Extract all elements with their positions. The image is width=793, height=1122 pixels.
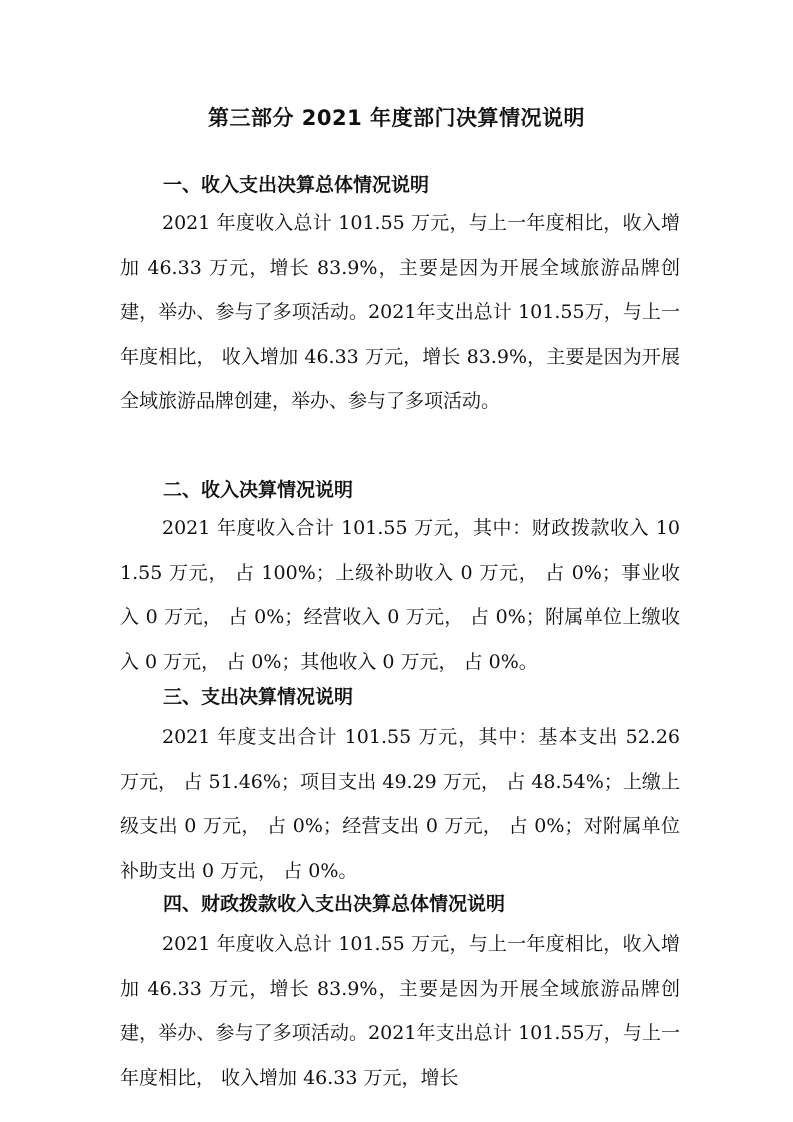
section-heading-expenditure: 三、支出决算情况说明: [163, 686, 354, 708]
section-heading-fiscal-appropriation: 四、财政拨款收入支出决算总体情况说明: [163, 893, 506, 915]
section-body-income-expenditure-overview: 2021 年度收入总计 101.55 万元，与上一年度相比，收入增加 46.33 万元，增长 83.9%，主要是因为开展全域旅游品牌创建，举办、参与了多项活动。2021年支出总计 101.55万，与上一年度相比， 收入增加 46.33 万元，增长 83.9%，主要是因为开展全域旅游品牌创建，举办、参与了多项活动。: [120, 212, 680, 412]
section-body-fiscal-appropriation: 2021 年度收入总计 101.55 万元，与上一年度相比，收入增加 46.33 万元，增长 83.9%，主要是因为开展全域旅游品牌创建，举办、参与了多项活动。2021年支出总计 101.55万，与上一年度相比， 收入增加 46.33 万元，增长: [120, 933, 680, 1089]
section-body-income: 2021 年度收入合计 101.55 万元，其中：财政拨款收入 101.55 万元， 占 100%；上级补助收入 0 万元， 占 0%；事业收入 0 万元， 占 0%；经营收入 0 万元， 占 0%；附属单位上缴收入 0 万元， 占 0%；其他收入 0 万元， 占 0%。: [120, 517, 680, 673]
section-heading-income: 二、收入决算情况说明: [163, 479, 354, 501]
section-body-expenditure: 2021 年度支出合计 101.55 万元，其中：基本支出 52.26 万元， 占 51.46%；项目支出 49.29 万元， 占 48.54%；上缴上级支出 0 万元， 占 0%；经营支出 0 万元， 占 0%；对附属单位补助支出 0 万元， 占 0%。: [120, 726, 680, 882]
page-title: 第三部分 2021 年度部门决算情况说明: [207, 106, 586, 130]
section-heading-income-expenditure-overview: 一、收入支出决算总体情况说明: [163, 174, 430, 196]
